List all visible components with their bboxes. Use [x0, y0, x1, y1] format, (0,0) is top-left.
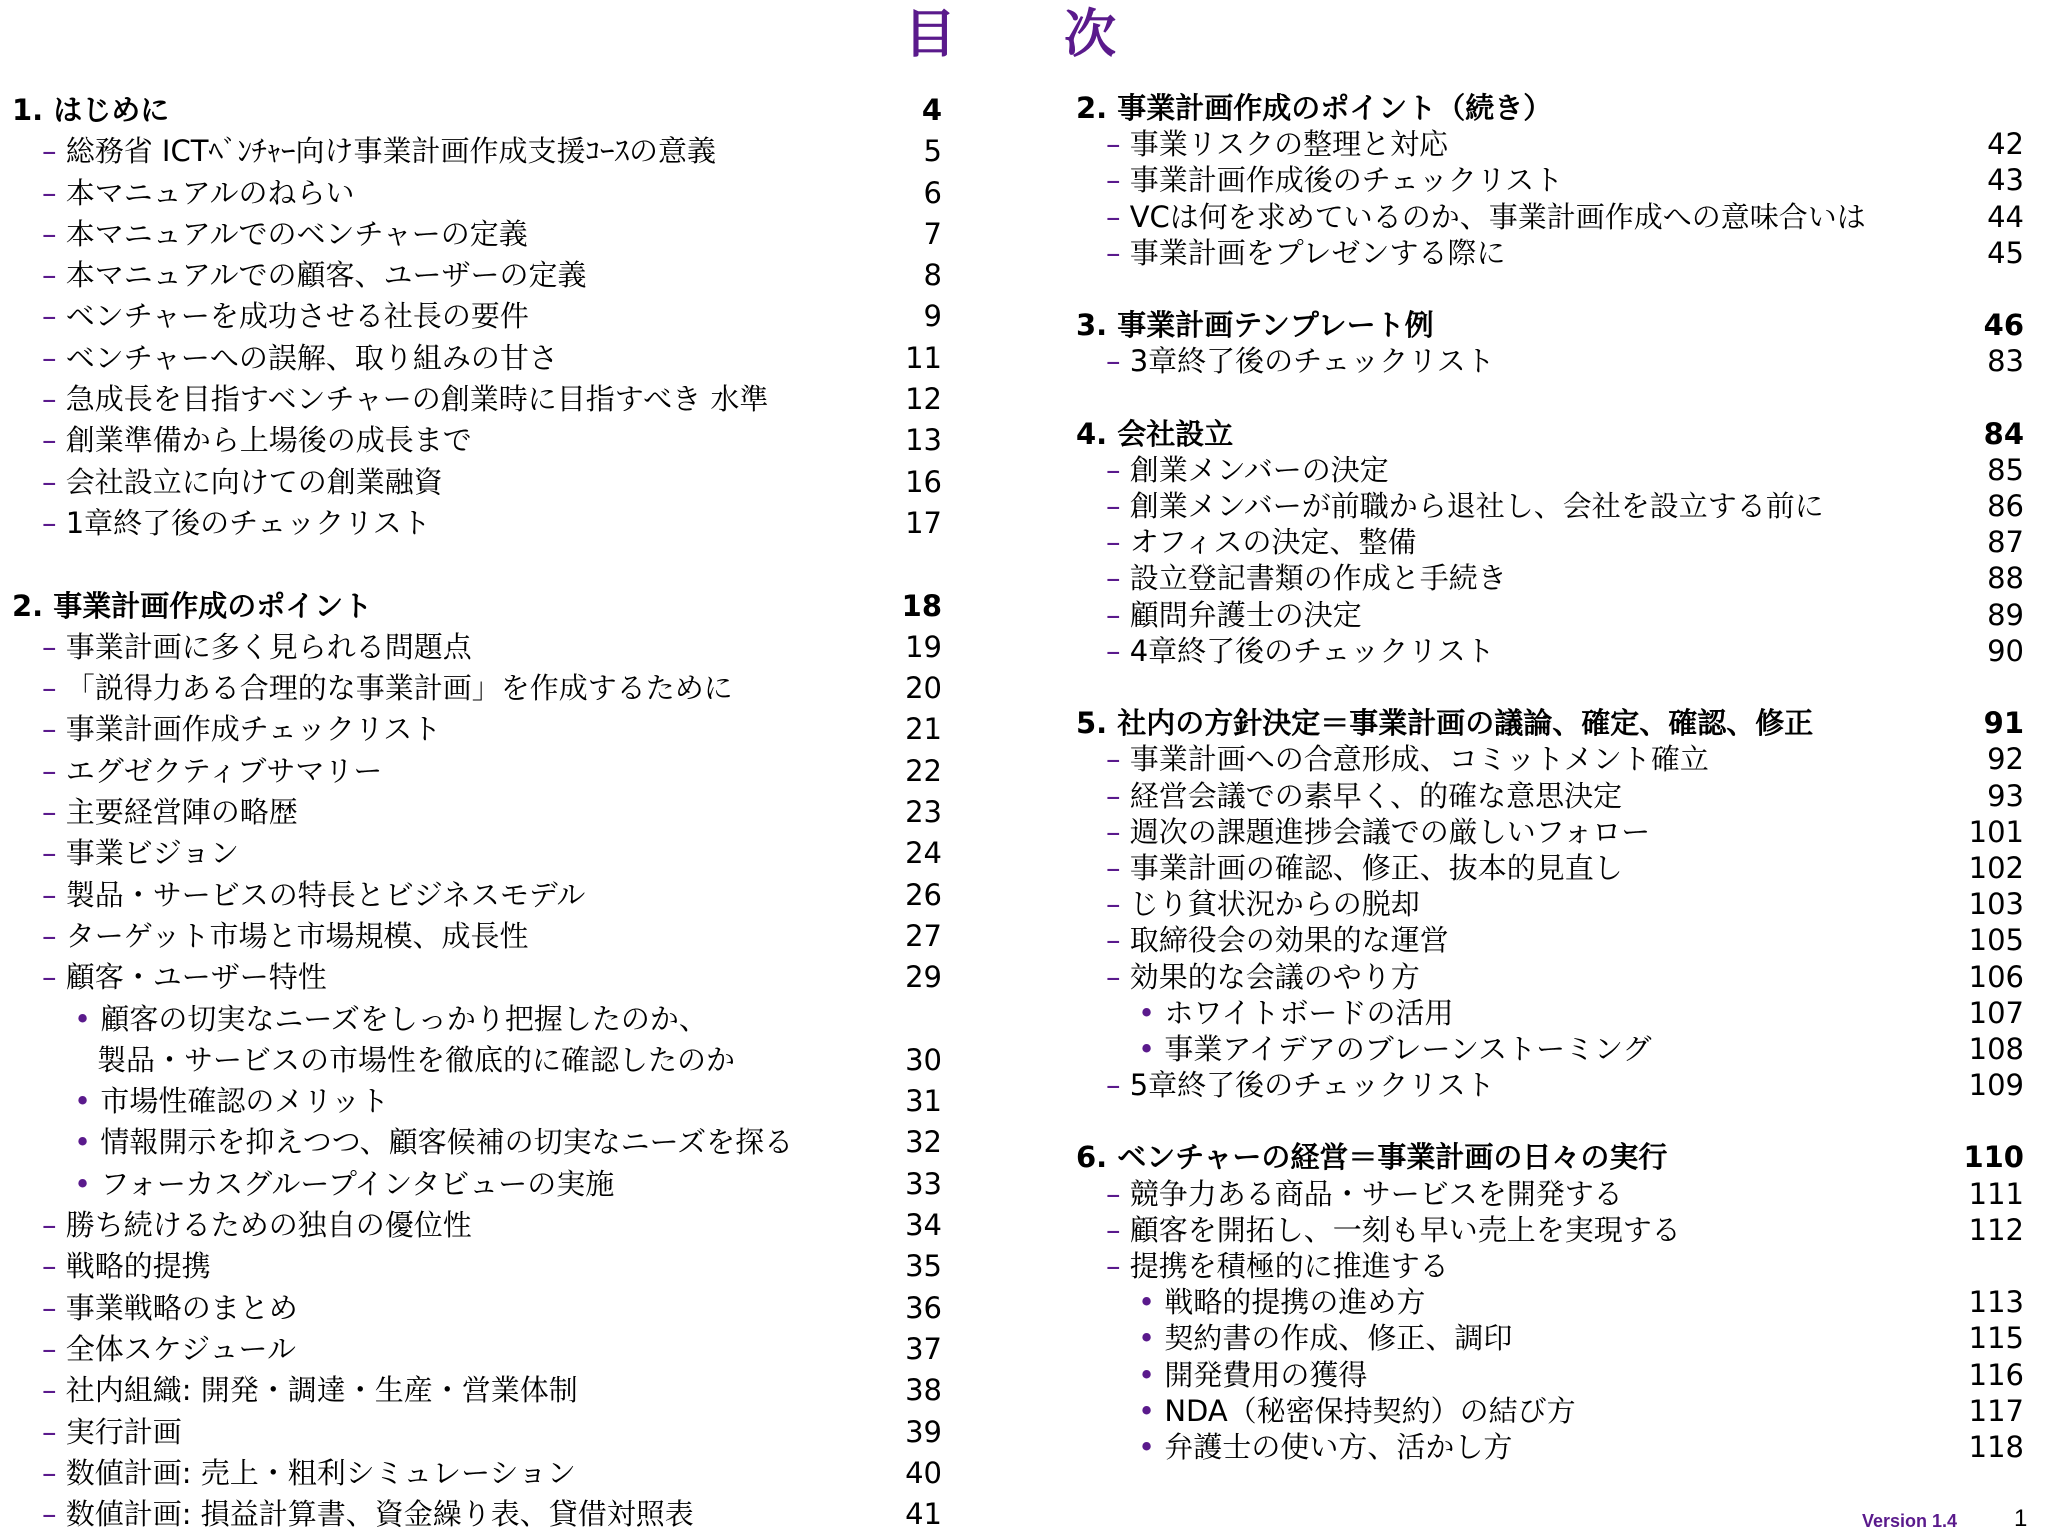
- toc-entry-label: 市場性確認のメリット: [100, 1084, 390, 1119]
- dot-bullet-icon: •: [74, 1166, 101, 1201]
- toc-item[interactable]: [12, 214, 942, 255]
- toc-page-number: 88: [1987, 561, 2024, 596]
- toc-entry-label: 会社設立に向けての創業融資: [65, 464, 443, 499]
- toc-item[interactable]: [1076, 850, 2024, 886]
- toc-entry-label: 2. 事業計画作成のポイント: [12, 588, 373, 623]
- toc-page-number: 44: [1987, 199, 2024, 234]
- toc-item[interactable]: [12, 338, 942, 379]
- toc-entry-label: 事業計画への合意形成、コミットメント確立: [1129, 742, 1709, 777]
- dot-bullet-icon: •: [74, 1001, 101, 1036]
- dash-bullet-icon: –: [1106, 959, 1130, 994]
- toc-section[interactable]: [1076, 90, 2024, 126]
- toc-item[interactable]: [1076, 922, 2024, 958]
- toc-item[interactable]: [12, 1494, 942, 1535]
- toc-page-number: 17: [905, 505, 942, 540]
- dash-bullet-icon: –: [42, 629, 66, 664]
- toc-item[interactable]: [12, 379, 942, 420]
- toc-entry-label: 事業計画に多く見られる問題点: [65, 629, 472, 664]
- toc-entry-label: 提携を積極的に推進する: [1129, 1249, 1449, 1283]
- toc-entry-label: 社内組織: 開発・調達・生産・営業体制: [65, 1373, 578, 1408]
- toc-page-number: 23: [905, 795, 942, 830]
- toc-item[interactable]: [12, 1205, 942, 1246]
- dash-bullet-icon: –: [42, 918, 66, 953]
- toc-page-number: 83: [1987, 344, 2024, 379]
- toc-page-number: 32: [905, 1125, 942, 1160]
- dash-bullet-icon: –: [1106, 742, 1130, 777]
- toc-entry-label: 主要経営陣の略歴: [65, 795, 298, 830]
- dash-bullet-icon: –: [42, 382, 66, 417]
- toc-page-number: 4: [921, 93, 942, 127]
- toc-section[interactable]: [12, 90, 942, 131]
- toc-entry-label: ターゲット市場と市場規模、成長性: [65, 918, 529, 953]
- toc-page-number: 30: [905, 1042, 942, 1077]
- toc-entry-label: ベンチャーへの誤解、取り組みの甘さ: [65, 340, 558, 375]
- toc-item[interactable]: [1076, 560, 2024, 596]
- toc-page-number: 93: [1987, 778, 2024, 813]
- toc-entry-label: 顧客・ユーザー特性: [65, 960, 327, 995]
- toc-page-number: 113: [1968, 1285, 2024, 1320]
- toc-page-number: 84: [1983, 416, 2024, 451]
- dot-bullet-icon: •: [74, 1125, 101, 1160]
- toc-right-column: [1076, 90, 2024, 1465]
- dash-bullet-icon: –: [42, 505, 66, 540]
- toc-page-number: 36: [905, 1290, 942, 1325]
- toc-entry-label: 6. ベンチャーの経営＝事業計画の日々の実行: [1076, 1140, 1668, 1175]
- toc-page-number: 33: [905, 1166, 942, 1201]
- toc-entry-label: 4章終了後のチェックリスト: [1129, 633, 1495, 668]
- toc-subitem[interactable]: [1076, 1031, 2024, 1067]
- toc-page-number: 19: [905, 629, 942, 664]
- toc-page-number: 102: [1968, 850, 2024, 885]
- toc-page-number: 18: [901, 588, 942, 623]
- toc-entry-label: 急成長を目指すベンチャーの創業時に目指すべき 水準: [65, 382, 769, 417]
- toc-item[interactable]: [12, 751, 942, 792]
- toc-item[interactable]: [1076, 1212, 2024, 1248]
- dash-bullet-icon: –: [1106, 923, 1130, 958]
- toc-left-column: [12, 90, 942, 1535]
- dash-bullet-icon: –: [1106, 887, 1130, 922]
- toc-entry-label: 5. 社内の方針決定＝事業計画の議論、確定、確認、修正: [1076, 706, 1814, 741]
- dot-bullet-icon: •: [1138, 995, 1165, 1030]
- toc-entry-label: 設立登記書類の作成と手続き: [1129, 561, 1507, 596]
- toc-page-number: 16: [905, 464, 942, 499]
- toc-page-number: 108: [1968, 1031, 2024, 1066]
- toc-entry-label: 顧客を開拓し、一刻も早い売上を実現する: [1129, 1212, 1681, 1247]
- toc-item[interactable]: [12, 875, 942, 916]
- toc-section[interactable]: [1076, 416, 2024, 452]
- toc-entry-label: 本マニュアルでの顧客、ユーザーの定義: [65, 258, 587, 293]
- toc-item[interactable]: [1076, 633, 2024, 669]
- toc-item[interactable]: [1076, 162, 2024, 198]
- dot-bullet-icon: •: [1138, 1429, 1165, 1464]
- toc-entry-label: 取締役会の効果的な運営: [1129, 923, 1449, 958]
- dash-bullet-icon: –: [1106, 489, 1130, 524]
- toc-item[interactable]: [12, 668, 942, 709]
- dash-bullet-icon: –: [42, 423, 66, 458]
- dash-bullet-icon: –: [42, 1414, 66, 1449]
- toc-page-number: 7: [923, 216, 942, 251]
- toc-page-number: 13: [905, 423, 942, 458]
- toc-entry-label: 3. 事業計画テンプレート例: [1076, 308, 1434, 343]
- dash-bullet-icon: –: [42, 216, 66, 251]
- dash-bullet-icon: –: [42, 175, 66, 210]
- toc-page-number: 27: [905, 918, 942, 953]
- toc-entry-label: 事業計画をプレゼンする際に: [1129, 235, 1506, 270]
- dash-bullet-icon: –: [1106, 452, 1130, 487]
- toc-entry-label: 製品・サービスの市場性を徹底的に確認したのか: [97, 1042, 736, 1077]
- toc-item[interactable]: [1076, 452, 2024, 488]
- toc-item[interactable]: [12, 792, 942, 833]
- toc-entry-label: じり貧状況からの脱却: [1129, 887, 1420, 922]
- toc-item[interactable]: [1076, 597, 2024, 633]
- toc-page-number: 34: [905, 1208, 942, 1243]
- toc-item[interactable]: [1076, 741, 2024, 777]
- dash-bullet-icon: –: [1106, 814, 1130, 849]
- toc-page-number: 38: [905, 1373, 942, 1408]
- toc-page-number: 87: [1987, 525, 2024, 560]
- toc-entry-label: 3章終了後のチェックリスト: [1129, 344, 1495, 379]
- dash-bullet-icon: –: [42, 753, 66, 788]
- dot-bullet-icon: •: [1138, 1357, 1165, 1392]
- toc-item[interactable]: [1076, 886, 2024, 922]
- dash-bullet-icon: –: [42, 340, 66, 375]
- dash-bullet-icon: –: [1106, 778, 1130, 813]
- toc-entry-label: 1. はじめに: [12, 93, 170, 127]
- toc-page-number: 110: [1963, 1140, 2024, 1175]
- toc-entry-label: 事業リスクの整理と対応: [1129, 127, 1449, 162]
- toc-page-number: 89: [1987, 597, 2024, 632]
- toc-subitem[interactable]: [12, 1122, 942, 1163]
- toc-page-number: 106: [1968, 959, 2024, 994]
- toc-entry-label: 事業戦略のまとめ: [65, 1290, 298, 1325]
- toc-page-number: 40: [905, 1455, 942, 1490]
- toc-section[interactable]: [1076, 1139, 2024, 1175]
- toc-entry-label: 数値計画: 損益計算書、資金繰り表、貸借対照表: [65, 1497, 694, 1532]
- toc-entry-label: 創業メンバーが前職から退社し、会社を設立する前に: [1129, 489, 1824, 524]
- toc-subitem[interactable]: [12, 1081, 942, 1122]
- toc-item[interactable]: [1076, 126, 2024, 162]
- toc-section[interactable]: [1076, 705, 2024, 741]
- toc-page-number: 20: [905, 671, 942, 706]
- toc-page-number: 92: [1987, 742, 2024, 777]
- dash-bullet-icon: –: [42, 712, 66, 747]
- dash-bullet-icon: –: [1106, 1176, 1130, 1211]
- toc-page-number: 6: [923, 175, 942, 210]
- toc-page-number: 103: [1968, 887, 2024, 922]
- toc-page-number: 117: [1968, 1393, 2024, 1428]
- dash-bullet-icon: –: [42, 1455, 66, 1490]
- toc-page-number: 12: [905, 382, 942, 417]
- toc-page-number: 29: [905, 960, 942, 995]
- toc-entry-label: 製品・サービスの特長とビジネスモデル: [65, 877, 586, 912]
- toc-subitem[interactable]: [1076, 1320, 2024, 1356]
- toc-page-number: 11: [905, 340, 942, 375]
- toc-section[interactable]: [12, 586, 942, 627]
- toc-entry-label: 4. 会社設立: [1076, 416, 1234, 451]
- toc-item[interactable]: [12, 1453, 942, 1494]
- dash-bullet-icon: –: [42, 877, 66, 912]
- toc-page-number: 35: [905, 1249, 942, 1284]
- toc-entry-label: 1章終了後のチェックリスト: [65, 505, 431, 540]
- toc-item[interactable]: [1076, 488, 2024, 524]
- toc-entry-label: 本マニュアルでのベンチャーの定義: [65, 216, 528, 251]
- toc-page-number: 31: [905, 1084, 942, 1119]
- toc-item[interactable]: [12, 296, 942, 337]
- toc-entry-label: 創業準備から上場後の成長まで: [65, 423, 472, 458]
- toc-subitem[interactable]: [1076, 1393, 2024, 1429]
- toc-page-number: 22: [905, 753, 942, 788]
- toc-item[interactable]: [12, 1370, 942, 1411]
- toc-page-number: 5: [923, 134, 942, 169]
- toc-page-number: 8: [923, 258, 942, 293]
- toc-item[interactable]: [12, 1412, 942, 1453]
- toc-entry-label: 契約書の作成、修正、調印: [1164, 1321, 1513, 1356]
- dash-bullet-icon: –: [42, 258, 66, 293]
- dot-bullet-icon: •: [1138, 1321, 1165, 1356]
- dash-bullet-icon: –: [1106, 850, 1130, 885]
- toc-page-number: 37: [905, 1331, 942, 1366]
- toc-page-number: 115: [1968, 1321, 2024, 1356]
- toc-item[interactable]: [12, 709, 942, 750]
- dash-bullet-icon: –: [1106, 235, 1130, 270]
- toc-page-number: 86: [1987, 489, 2024, 524]
- toc-entry-label: ホワイトボードの活用: [1164, 995, 1454, 1030]
- toc-entry-label: フォーカスグループインタビューの実施: [100, 1166, 615, 1201]
- toc-entry-label: 全体スケジュール: [65, 1331, 296, 1366]
- toc-page-number: 101: [1968, 814, 2024, 849]
- toc-item[interactable]: [12, 1246, 942, 1287]
- dash-bullet-icon: –: [1106, 633, 1130, 668]
- toc-page-number: 21: [905, 712, 942, 747]
- toc-entry-label: 戦略的提携: [65, 1249, 211, 1284]
- dot-bullet-icon: •: [1138, 1031, 1165, 1066]
- dash-bullet-icon: –: [42, 960, 66, 995]
- dash-bullet-icon: –: [1106, 163, 1130, 198]
- toc-page-number: 112: [1968, 1212, 2024, 1247]
- toc-page-number: 41: [905, 1497, 942, 1532]
- toc-item[interactable]: [1076, 778, 2024, 814]
- toc-page-number: 45: [1987, 235, 2024, 270]
- toc-entry-label: NDA（秘密保持契約）の結び方: [1164, 1393, 1576, 1428]
- toc-item[interactable]: [1076, 343, 2024, 379]
- dash-bullet-icon: –: [42, 1331, 66, 1366]
- toc-item[interactable]: [12, 462, 942, 503]
- toc-page-number: 116: [1968, 1357, 2024, 1392]
- toc-item[interactable]: [1076, 1176, 2024, 1212]
- dot-bullet-icon: •: [74, 1084, 101, 1119]
- dash-bullet-icon: –: [42, 1373, 66, 1408]
- toc-item[interactable]: [1076, 235, 2024, 271]
- toc-entry-label: VCは何を求めているのか、事業計画作成への意味合いは: [1129, 199, 1866, 234]
- toc-entry-label: 事業ビジョン: [65, 836, 240, 871]
- page-number: 1: [2014, 1505, 2028, 1532]
- toc-item[interactable]: [12, 1288, 942, 1329]
- toc-page-number: 24: [905, 836, 942, 871]
- toc-item[interactable]: [12, 916, 942, 957]
- toc-item[interactable]: [12, 503, 942, 544]
- toc-page-number: 9: [923, 299, 942, 334]
- toc-entry-label: オフィスの決定、整備: [1129, 525, 1417, 560]
- dot-bullet-icon: •: [1138, 1393, 1165, 1428]
- toc-page-number: 26: [905, 877, 942, 912]
- toc-page-number: 105: [1968, 923, 2024, 958]
- dash-bullet-icon: –: [42, 134, 66, 169]
- toc-page-number: 46: [1983, 308, 2024, 343]
- toc-page-number: 107: [1968, 995, 2024, 1030]
- dash-bullet-icon: –: [42, 1497, 66, 1532]
- toc-entry-label: 競争力ある商品・サービスを開発する: [1129, 1176, 1623, 1211]
- toc-entry-label: 実行計画: [65, 1414, 182, 1449]
- toc-entry-label: 事業計画の確認、修正、抜本的見直し: [1129, 850, 1623, 885]
- dash-bullet-icon: –: [1106, 199, 1130, 234]
- toc-subitem[interactable]: [1076, 1429, 2024, 1465]
- toc-entry-label: エグゼクティブサマリー: [65, 753, 383, 788]
- toc-item[interactable]: [12, 420, 942, 461]
- dash-bullet-icon: –: [1106, 525, 1130, 560]
- toc-entry-label: 顧客の切実なニーズをしっかり把握したのか、: [100, 1001, 708, 1036]
- toc-item[interactable]: [12, 255, 942, 296]
- dash-bullet-icon: –: [1106, 1212, 1130, 1247]
- toc-entry-label: 事業計画作成後のチェックリスト: [1129, 163, 1564, 198]
- toc-subitem[interactable]: [1076, 1284, 2024, 1320]
- dash-bullet-icon: –: [42, 299, 66, 334]
- dash-bullet-icon: –: [1106, 561, 1130, 596]
- toc-entry-label: 2. 事業計画作成のポイント（続き）: [1076, 91, 1553, 125]
- toc-entry-label: 勝ち続けるための独自の優位性: [65, 1208, 472, 1243]
- page-title: 目 次: [903, 5, 1144, 65]
- toc-subitem[interactable]: [12, 1164, 942, 1205]
- toc-entry-label: 数値計画: 売上・粗利シミュレーション: [65, 1455, 576, 1490]
- toc-subitem[interactable]: [12, 999, 942, 1040]
- toc-item[interactable]: [12, 1329, 942, 1370]
- toc-page-number: 42: [1987, 127, 2024, 162]
- dash-bullet-icon: –: [42, 795, 66, 830]
- toc-page-number: 111: [1968, 1176, 2024, 1211]
- toc-item[interactable]: [1076, 199, 2024, 235]
- toc-page-number: 90: [1987, 633, 2024, 668]
- toc-entry-label: ベンチャーを成功させる社長の要件: [65, 299, 529, 334]
- dash-bullet-icon: –: [42, 1208, 66, 1243]
- toc-entry-label: 弁護士の使い方、活かし方: [1164, 1429, 1513, 1464]
- dash-bullet-icon: –: [42, 836, 66, 871]
- dash-bullet-icon: –: [42, 1290, 66, 1325]
- toc-entry-label: 情報開示を抑えつつ、顧客候補の切実なニーズを探る: [100, 1125, 794, 1160]
- toc-entry-label: 顧問弁護士の決定: [1129, 597, 1362, 632]
- dash-bullet-icon: –: [1106, 597, 1130, 632]
- toc-subitem[interactable]: [1076, 1357, 2024, 1393]
- dash-bullet-icon: –: [1106, 127, 1130, 162]
- toc-item[interactable]: [12, 833, 942, 874]
- dash-bullet-icon: –: [1106, 1249, 1130, 1283]
- toc-item[interactable]: [1076, 959, 2024, 995]
- dash-bullet-icon: –: [42, 464, 66, 499]
- toc-page-number: 39: [905, 1414, 942, 1449]
- toc-item[interactable]: [1076, 524, 2024, 560]
- dash-bullet-icon: –: [42, 671, 66, 706]
- toc-entry-label: 事業計画作成チェックリスト: [65, 712, 442, 747]
- toc-page-number: 118: [1968, 1429, 2024, 1464]
- toc-page-number: 91: [1983, 706, 2024, 741]
- dash-bullet-icon: –: [1106, 344, 1130, 379]
- toc-page-number: 85: [1987, 452, 2024, 487]
- toc-page-number: 43: [1987, 163, 2024, 198]
- toc-item[interactable]: [1076, 814, 2024, 850]
- toc-item[interactable]: [12, 173, 942, 214]
- version-label: Version 1.4: [1862, 1511, 1958, 1531]
- toc-entry-label: 効果的な会議のやり方: [1129, 959, 1420, 994]
- toc-entry-label: 週次の課題進捗会議での厳しいフォロー: [1129, 814, 1651, 849]
- toc-entry-label: 総務省 ICTﾍﾞﾝﾁｬｰ向け事業計画作成支援ｺｰｽの意義: [65, 134, 716, 169]
- toc-section[interactable]: [1076, 307, 2024, 343]
- toc-entry-label: 戦略的提携の進め方: [1164, 1285, 1426, 1320]
- toc-entry-label: 経営会議での素早く、的確な意思決定: [1129, 778, 1623, 813]
- toc-entry-label: 創業メンバーの決定: [1129, 452, 1389, 487]
- toc-entry-label: 本マニュアルのねらい: [65, 175, 355, 210]
- toc-page-number: 109: [1968, 1068, 2024, 1103]
- toc-entry-label: 5章終了後のチェックリスト: [1129, 1068, 1495, 1103]
- toc-entry-label: 開発費用の獲得: [1164, 1357, 1368, 1392]
- toc-entry-label: 「説得力ある合理的な事業計画」を作成するために: [65, 671, 733, 706]
- toc-item[interactable]: [1076, 1248, 2024, 1284]
- toc-entry-label: 事業アイデアのブレーンストーミング: [1164, 1031, 1652, 1066]
- toc-item[interactable]: [1076, 1067, 2024, 1103]
- toc-item[interactable]: [12, 957, 942, 998]
- dash-bullet-icon: –: [42, 1249, 66, 1284]
- toc-item[interactable]: [12, 131, 942, 172]
- dot-bullet-icon: •: [1138, 1285, 1165, 1320]
- toc-subitem-continued[interactable]: [12, 1040, 942, 1081]
- toc-subitem[interactable]: [1076, 995, 2024, 1031]
- dash-bullet-icon: –: [1106, 1068, 1130, 1103]
- toc-item[interactable]: [12, 627, 942, 668]
